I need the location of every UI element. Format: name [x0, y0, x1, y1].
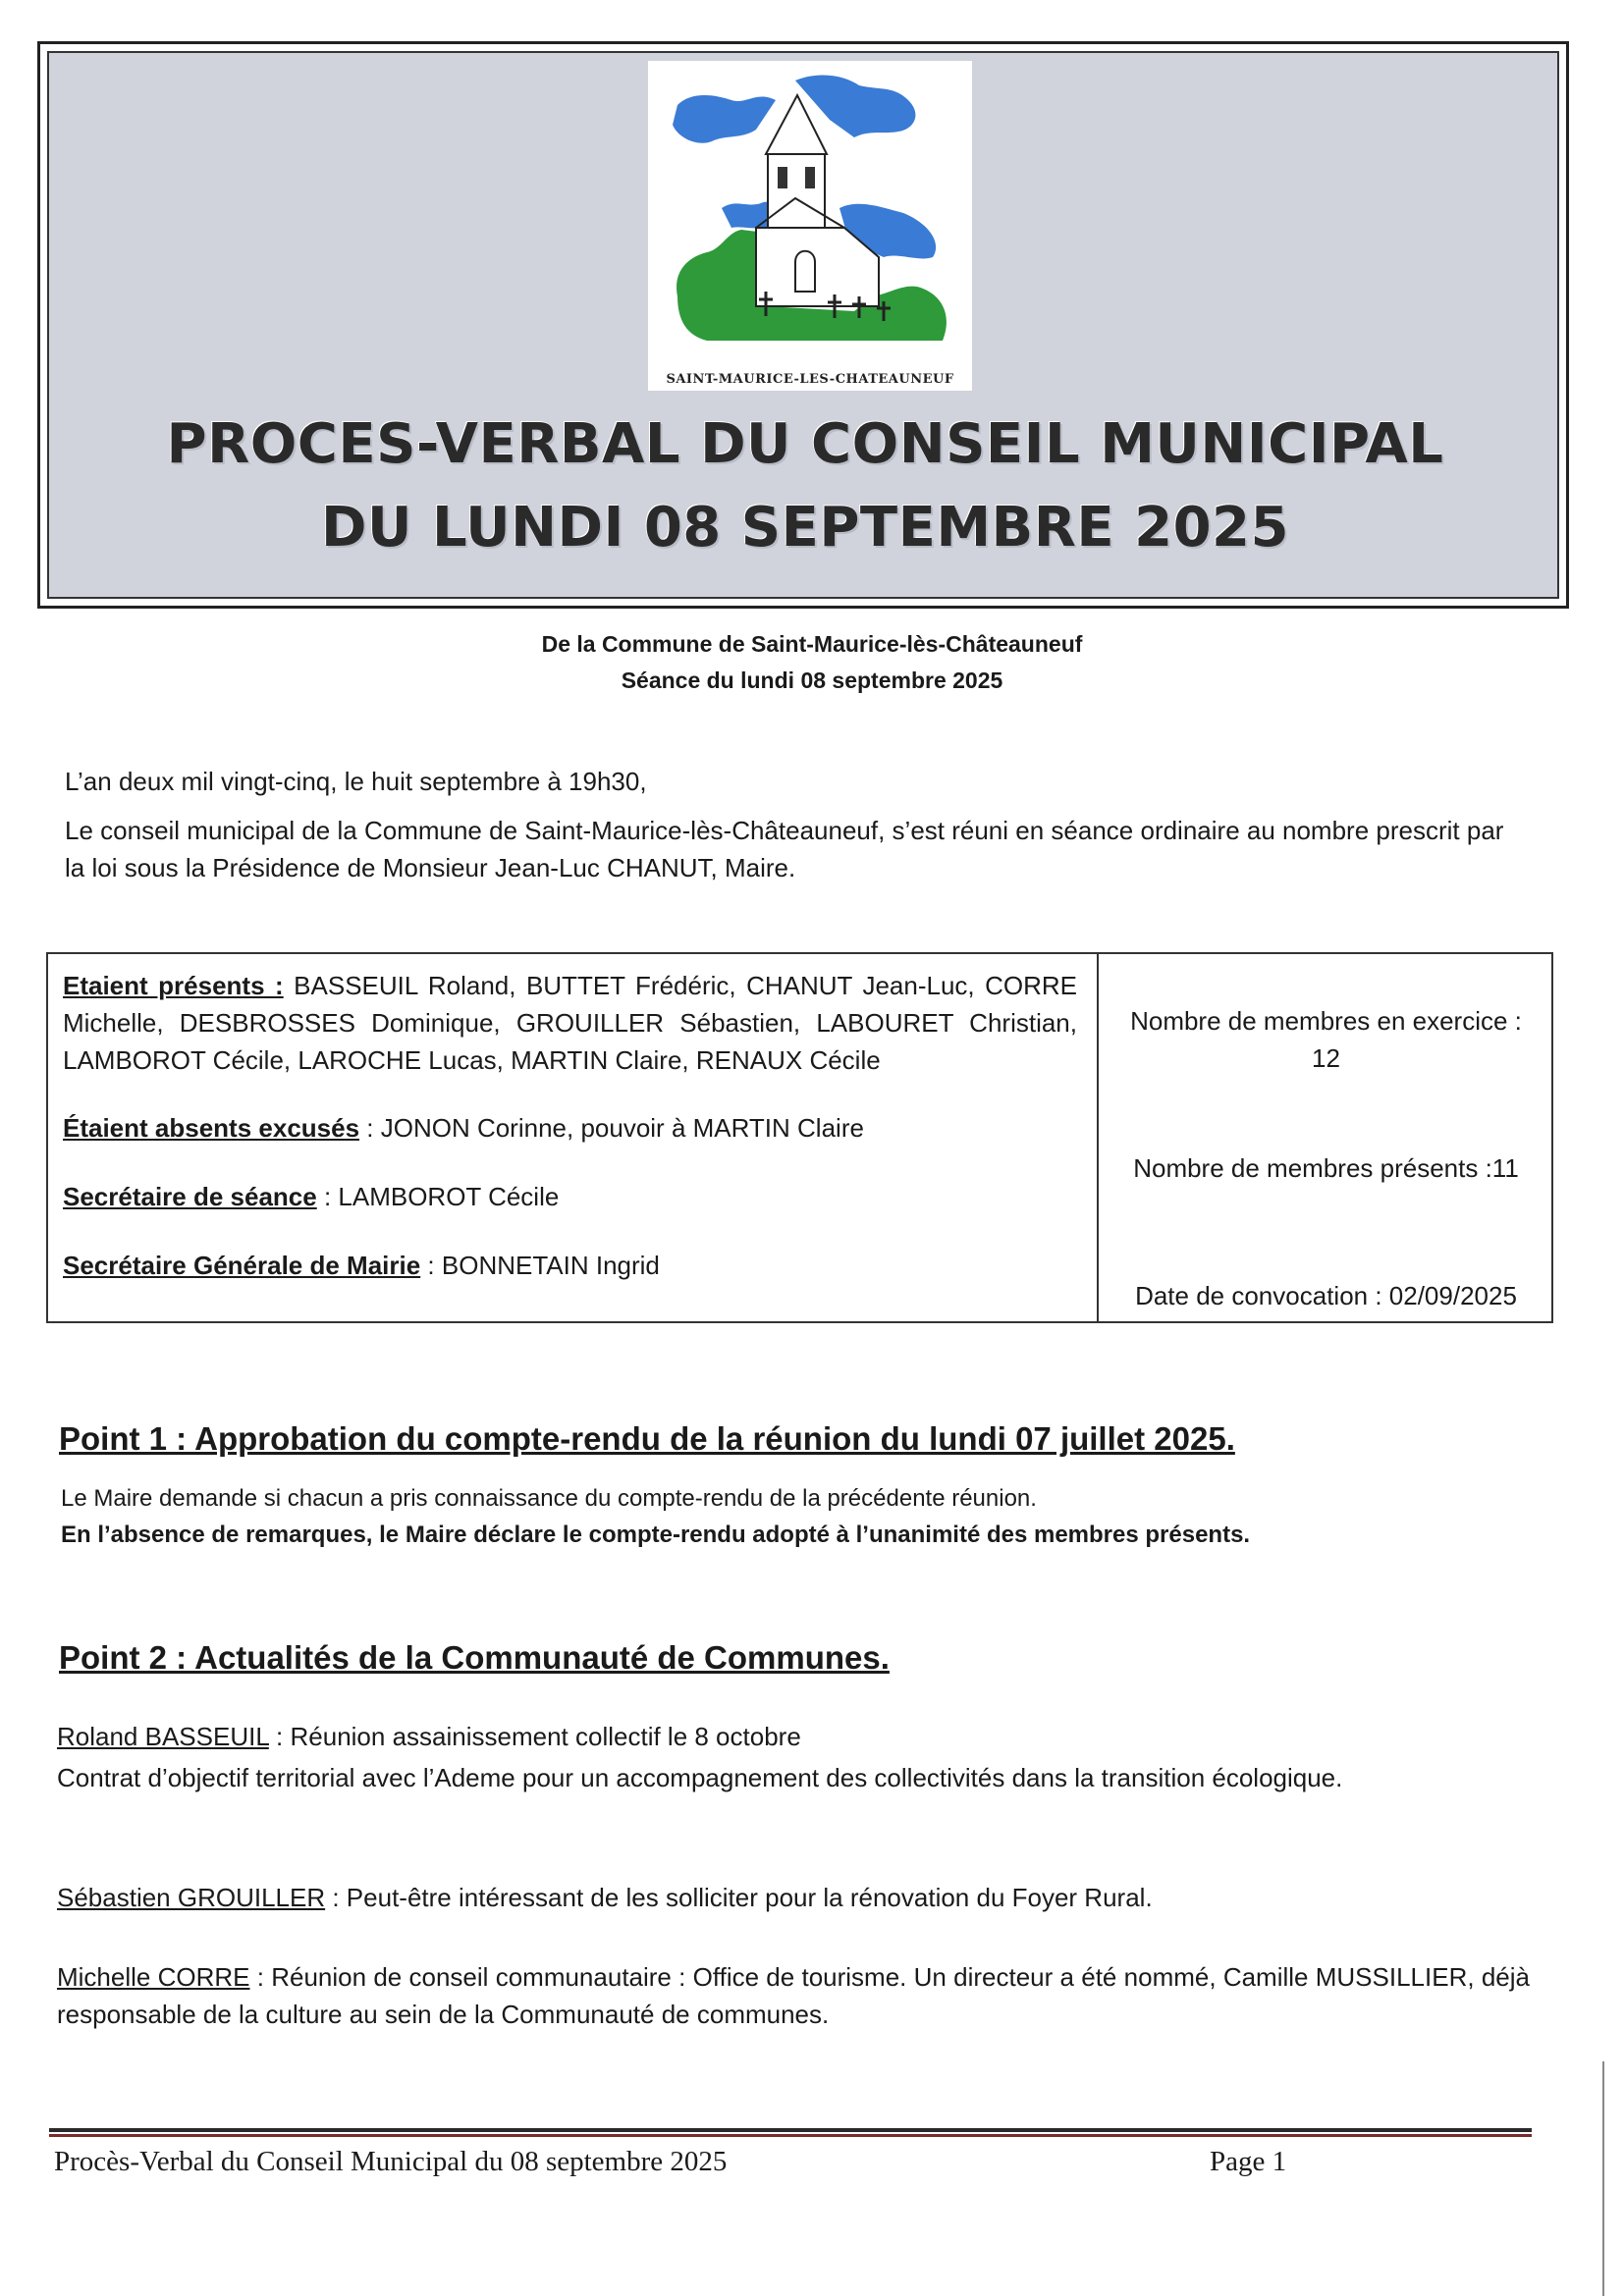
absents-block — [63, 1109, 1077, 1147]
logo-caption: SAINT-MAURICE-LES-CHATEAUNEUF — [666, 372, 954, 387]
general-secretary-label: Secrétaire Générale de Mairie — [63, 1251, 421, 1280]
secretary-block — [63, 1178, 1077, 1215]
document-title-line1: PROCES-VERBAL DU CONSEIL MUNICIPAL — [166, 412, 1444, 476]
footer-page-number: Page 1 — [1210, 2146, 1287, 2177]
absents-value: : JONON Corinne, pouvoir à MARTIN Claire — [359, 1113, 864, 1143]
intro-date-line: L’an deux mil vingt-cinq, le huit septembre à 19h30, — [65, 767, 647, 796]
entry-text: Contrat d’objectif territorial avec l’Ademe pour un accompagnement des collectivités dans la transition écologique. — [57, 1763, 1343, 1792]
point2-entry-grouiller — [57, 1879, 1530, 1916]
footer-rule-accent — [49, 2134, 1532, 2137]
point2-entry-ademe — [57, 1759, 1530, 1796]
point2-entry-corre — [57, 1958, 1530, 2033]
absents-label: Étaient absents excusés — [63, 1113, 360, 1143]
church-logo-icon — [648, 61, 972, 355]
secretary-value: : LAMBOROT Cécile — [316, 1182, 560, 1211]
general-secretary-value: : BONNETAIN Ingrid — [420, 1251, 660, 1280]
entry-text: : Réunion assainissement collectif le 8 octobre — [268, 1722, 801, 1751]
commune-logo — [648, 61, 972, 391]
speaker-name: Michelle CORRE — [57, 1962, 250, 1992]
speaker-name: Roland BASSEUIL — [57, 1722, 269, 1751]
session-subheading: Séance du lundi 08 septembre 2025 — [621, 667, 1003, 693]
point1-decision: En l’absence de remarques, le Maire déclare le compte-rendu adopté à l’unanimité des membres présents. — [61, 1522, 1251, 1548]
secretary-label: Secrétaire de séance — [63, 1182, 317, 1211]
general-secretary-block — [63, 1247, 1077, 1284]
convocation-date: Date de convocation : 02/09/2025 — [1135, 1281, 1517, 1310]
point1-title: Point 1 : Approbation du compte-rendu de la réunion du lundi 07 juillet 2025. — [59, 1420, 1235, 1457]
members-present: Nombre de membres présents :11 — [1133, 1153, 1519, 1183]
entry-text: : Réunion de conseil communautaire : Office de tourisme. Un directeur a été nommé, Camille MUSSILLIER, déjà responsable de la culture au sein de la Communauté de communes. — [57, 1962, 1530, 2029]
scan-edge — [1602, 2061, 1604, 2296]
document-title-line2: DU LUNDI 08 SEPTEMBRE 2025 — [321, 496, 1289, 560]
presents-value: BASSEUIL Roland, BUTTET Frédéric, CHANUT Jean-Luc, CORRE Michelle, DESBROSSES Dominique, GROUILLER Sébastien, LABOURET Christian, LAMBOROT Cécile, LAROCHE Lucas, MARTIN Claire, RENAUX Cécile — [63, 971, 1077, 1075]
presents-label: Etaient présents : — [63, 971, 284, 1000]
point2-entry-basseuil — [57, 1718, 1530, 1755]
speaker-name: Sébastien GROUILLER — [57, 1883, 326, 1912]
point1-text: Le Maire demande si chacun a pris connaissance du compte-rendu de la précédente réunion. — [61, 1485, 1037, 1512]
presents-block — [63, 967, 1077, 1079]
point2-title: Point 2 : Actualités de la Communauté de Communes. — [59, 1639, 890, 1676]
intro-paragraph: Le conseil municipal de la Commune de Saint-Maurice-lès-Châteauneuf, s’est réuni en séance ordinaire au nombre prescrit par la loi sous la Présidence de Monsieur Jean-Luc CHANUT, Maire. — [65, 816, 1504, 882]
members-in-office-label: Nombre de membres en exercice : — [1130, 1006, 1522, 1036]
footer-rule — [49, 2128, 1532, 2132]
entry-text: : Peut-être intéressant de les solliciter pour la rénovation du Foyer Rural. — [325, 1883, 1153, 1912]
footer-title: Procès-Verbal du Conseil Municipal du 08 septembre 2025 — [54, 2146, 728, 2177]
commune-subheading: De la Commune de Saint-Maurice-lès-Châteauneuf — [541, 631, 1083, 657]
members-in-office-value: 12 — [1312, 1043, 1340, 1073]
